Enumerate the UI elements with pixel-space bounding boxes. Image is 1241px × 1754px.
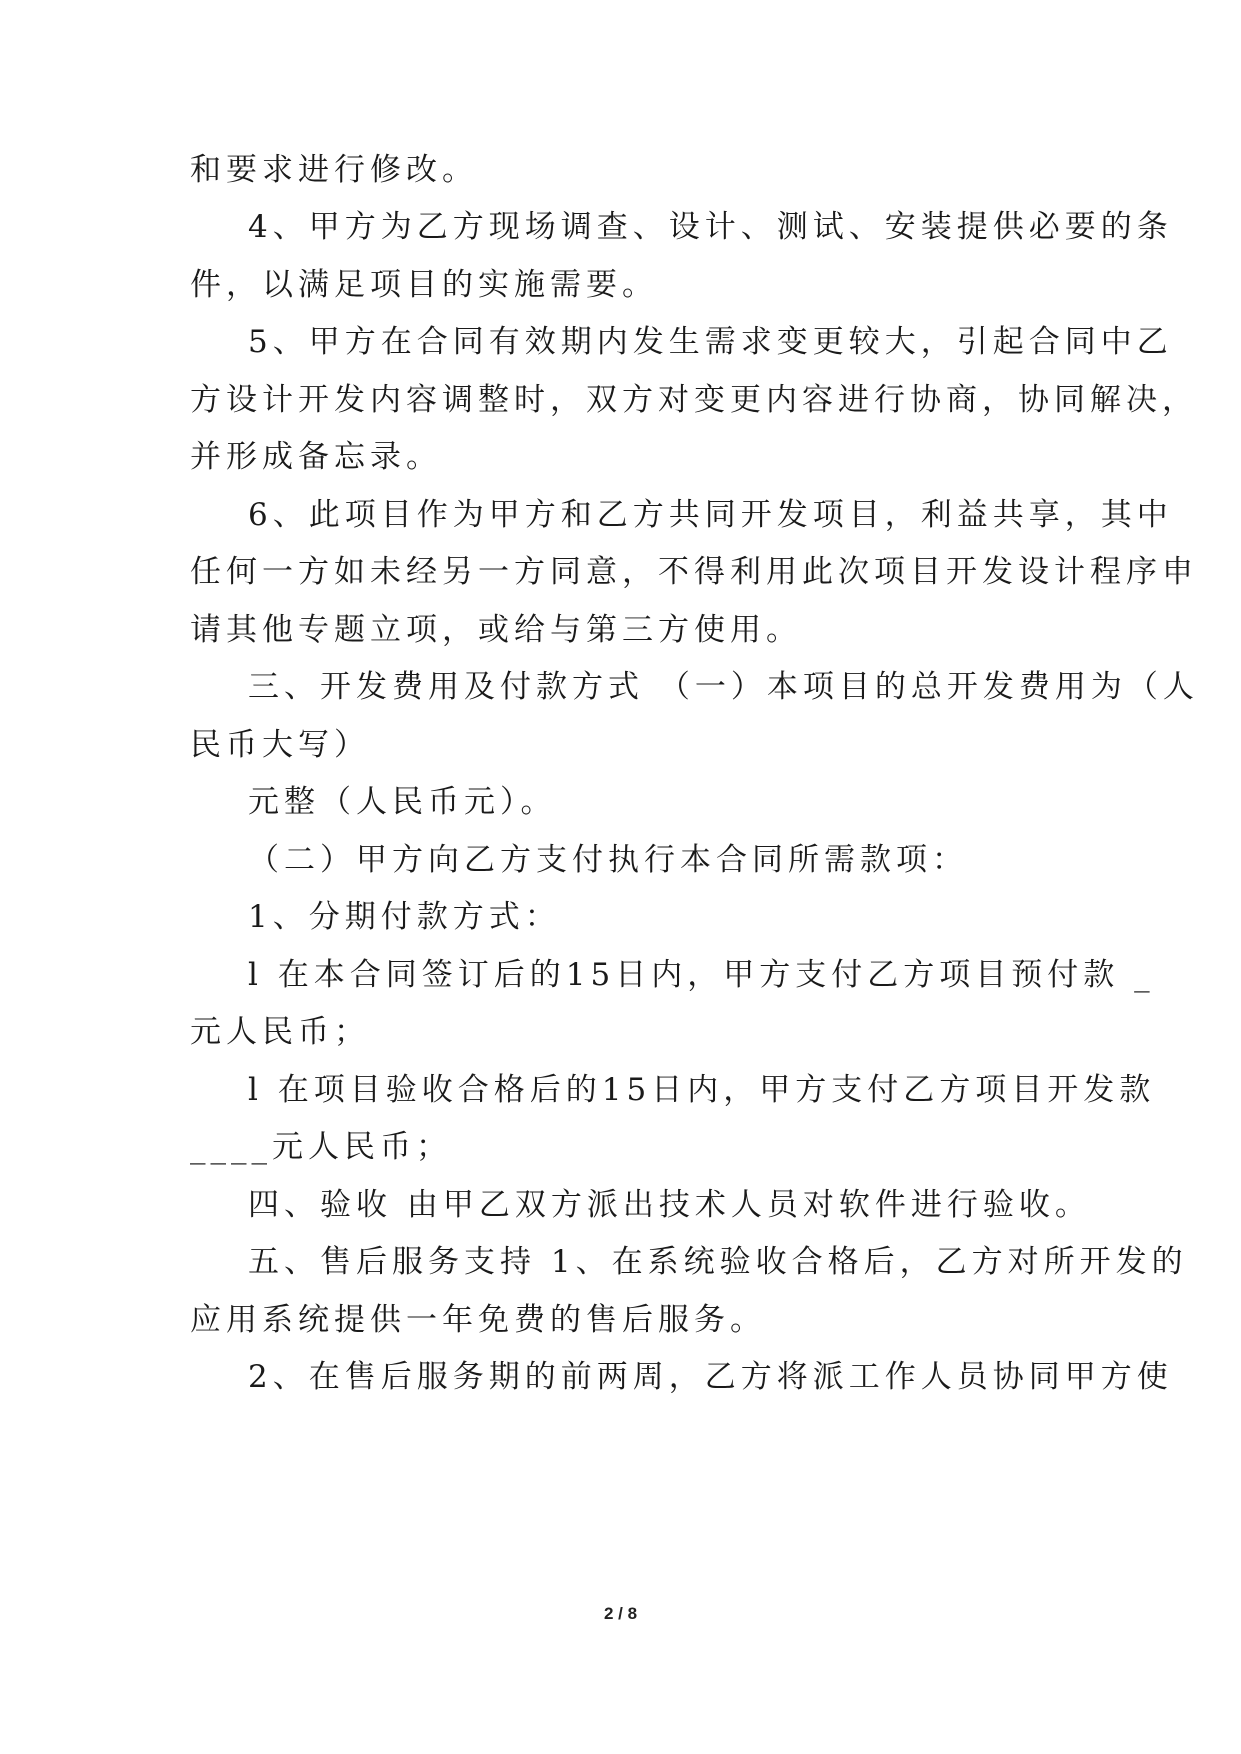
text-line: 五、售后服务支持 1、在系统验收合格后，乙方对所开发的: [248, 1244, 1188, 1280]
text-line: l 在本合同签订后的15日内，甲方支付乙方项目预付款 _: [248, 957, 1155, 993]
text-line: 5、甲方在合同有效期内发生需求变更较大，引起合同中乙: [248, 324, 1173, 360]
text-line: 方设计开发内容调整时，双方对变更内容进行协商，协同解决，: [190, 382, 1198, 418]
text-line: 元人民币；: [190, 1014, 370, 1050]
text-line: 2、在售后服务期的前两周，乙方将派工作人员协同甲方使: [248, 1359, 1173, 1395]
text-line: （二）甲方向乙方支付执行本合同所需款项：: [248, 842, 968, 878]
text-line: 元整（人民币元）。: [248, 784, 557, 820]
text-line: 和要求进行修改。: [190, 152, 478, 188]
text-line: l 在项目验收合格后的15日内，甲方支付乙方项目开发款: [248, 1072, 1156, 1108]
text-line: 请其他专题立项，或给与第三方使用。: [190, 612, 802, 648]
text-line: 件，以满足项目的实施需要。: [190, 267, 658, 303]
text-line: 民币大写）: [190, 727, 370, 763]
text-line: 4、甲方为乙方现场调查、设计、测试、安装提供必要的条: [248, 209, 1173, 245]
page-number: 2 / 8: [603, 1604, 638, 1623]
text-line: 应用系统提供一年免费的售后服务。: [190, 1302, 766, 1338]
text-line: 并形成备忘录。: [190, 439, 442, 475]
text-line: ____元人民币；: [190, 1129, 452, 1165]
text-line: 6、此项目作为甲方和乙方共同开发项目，利益共享，其中: [248, 497, 1173, 533]
text-line: 四、验收 由甲乙双方派出技术人员对软件进行验收。: [248, 1187, 1091, 1223]
text-line: 三、开发费用及付款方式 （一）本项目的总开发费用为（人: [248, 669, 1199, 705]
text-line: 1、分期付款方式：: [248, 899, 561, 935]
text-line: 任何一方如未经另一方同意，不得利用此次项目开发设计程序申: [190, 554, 1198, 590]
